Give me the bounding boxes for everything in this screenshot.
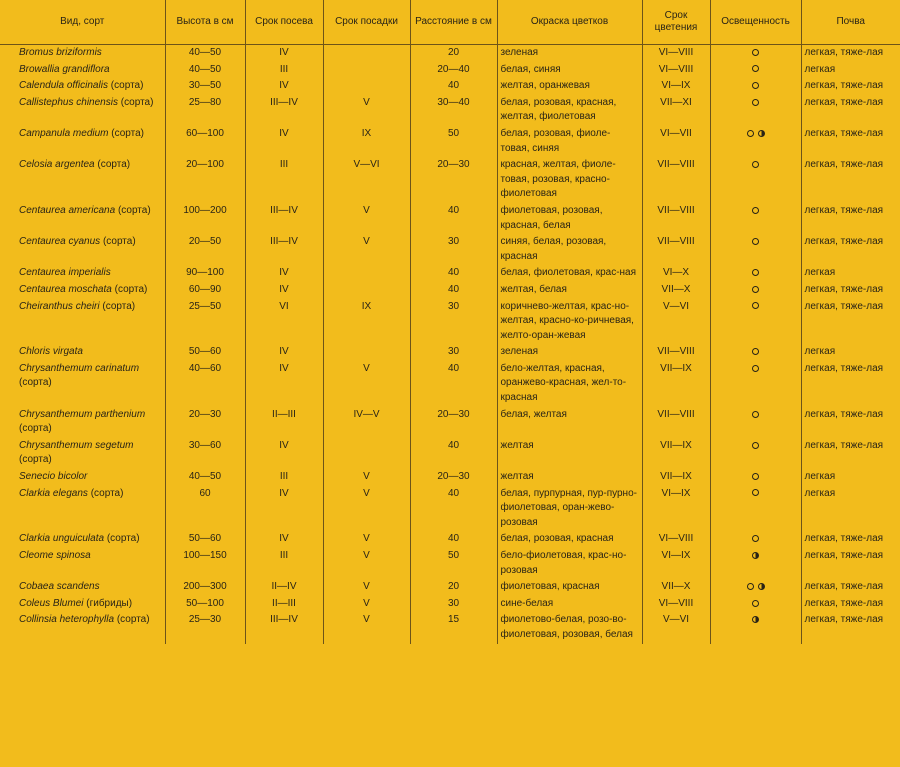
bloom-cell: VII—VIII	[642, 344, 710, 361]
light-cell	[710, 282, 801, 299]
species-cell	[0, 95, 165, 126]
sow-cell: II—IV	[245, 579, 323, 596]
height-cell: 20—30	[165, 407, 245, 438]
species-cell	[0, 407, 165, 438]
sun-icon	[752, 286, 759, 293]
soil-cell: легкая, тяже-лая	[804, 614, 884, 626]
species-latin-name: Senecio bicolor	[19, 471, 88, 483]
species-cell	[0, 45, 165, 62]
bloom-cell: VI—VII	[642, 126, 710, 157]
plant-cell	[323, 45, 410, 62]
header-height: Высота в см	[165, 0, 245, 45]
sow-cell: III	[245, 548, 323, 579]
sun-icon	[752, 442, 759, 449]
sun-icon	[752, 535, 759, 542]
color-cell: белая, желтая	[497, 407, 642, 438]
color-cell: сине-белая	[497, 596, 642, 613]
species-latin-name: Chrysanthemum carinatum	[19, 362, 140, 374]
species-cell	[0, 612, 165, 643]
species-note: (сорта)	[90, 487, 124, 499]
table-row	[0, 612, 900, 643]
species-latin-name: Coleus Blumei	[19, 597, 84, 609]
plant-cell: V	[323, 203, 410, 234]
light-cell	[710, 78, 801, 95]
soil-cell: легкая, тяже-лая	[804, 127, 884, 139]
species-latin-name: Cobaea scandens	[19, 581, 100, 593]
light-cell	[710, 486, 801, 532]
species-cell	[0, 548, 165, 579]
bloom-cell: VI—VIII	[642, 596, 710, 613]
half-shade-icon	[758, 583, 765, 590]
light-cell	[710, 596, 801, 613]
table-row	[0, 469, 900, 486]
light-cell	[710, 234, 801, 265]
table-row	[0, 95, 900, 126]
color-cell: синяя, белая, розовая, красная	[497, 234, 642, 265]
table-row	[0, 234, 900, 265]
light-cell	[710, 299, 801, 345]
plant-cell	[323, 344, 410, 361]
plant-cell	[323, 62, 410, 79]
species-latin-name: Browallia grandiflora	[19, 63, 110, 75]
light-cell	[710, 579, 801, 596]
sow-cell: III—IV	[245, 612, 323, 643]
species-cell	[0, 596, 165, 613]
plant-cell	[323, 265, 410, 282]
color-cell: белая, розовая, красная, желтая, фиолетовая	[497, 95, 642, 126]
sun-icon	[752, 207, 759, 214]
sun-icon	[752, 411, 759, 418]
species-latin-name: Collinsia heterophylla	[19, 614, 115, 626]
species-note: (гибриды)	[86, 597, 133, 609]
table-row	[0, 265, 900, 282]
plant-cell: V	[323, 234, 410, 265]
header-dist: Расстояние в см	[410, 0, 497, 45]
sow-cell: VI	[245, 299, 323, 345]
soil-cell: легкая	[804, 346, 836, 358]
height-cell: 30—60	[165, 438, 245, 469]
table-row	[0, 438, 900, 469]
soil-cell: легкая	[804, 63, 836, 75]
light-cell	[710, 361, 801, 407]
soil-cell: легкая, тяже-лая	[804, 80, 884, 92]
sow-cell: IV	[245, 438, 323, 469]
sun-icon	[752, 489, 759, 496]
soil-cell: легкая, тяже-лая	[804, 597, 884, 609]
bloom-cell: VI—IX	[642, 486, 710, 532]
soil-cell: легкая, тяже-лая	[804, 362, 884, 374]
species-note: (сорта)	[116, 614, 150, 626]
species-note: (сорта)	[111, 127, 144, 139]
height-cell: 90—100	[165, 265, 245, 282]
light-cell	[710, 469, 801, 486]
height-cell: 50—60	[165, 344, 245, 361]
species-cell	[0, 157, 165, 203]
species-latin-name: Bromus briziformis	[19, 47, 102, 58]
distance-cell: 30	[410, 344, 497, 361]
species-note: (сорта)	[102, 236, 136, 248]
color-cell: фиолетовая, красная	[497, 579, 642, 596]
height-cell: 40—50	[165, 469, 245, 486]
light-cell	[710, 95, 801, 126]
bloom-cell: VII—VIII	[642, 157, 710, 203]
table-row	[0, 78, 900, 95]
species-latin-name: Campanula medium	[19, 127, 109, 139]
color-cell: фиолетовая, розовая, красная, белая	[497, 203, 642, 234]
header-row	[0, 0, 900, 45]
sun-icon	[747, 583, 754, 590]
distance-cell: 40	[410, 438, 497, 469]
species-note: (сорта)	[106, 533, 140, 545]
light-cell	[710, 45, 801, 62]
table-row	[0, 299, 900, 345]
soil-cell: легкая, тяже-лая	[804, 204, 884, 216]
species-note: (сорта)	[102, 300, 136, 312]
light-cell	[710, 62, 801, 79]
species-cell	[0, 469, 165, 486]
soil-cell: легкая	[804, 487, 836, 499]
plant-cell: V	[323, 361, 410, 407]
plant-cell	[323, 438, 410, 469]
distance-cell: 40	[410, 78, 497, 95]
soil-cell: легкая, тяже-лая	[804, 283, 884, 295]
soil-cell: легкая	[804, 471, 836, 483]
sow-cell: II—III	[245, 596, 323, 613]
species-latin-name: Centaurea americana	[19, 204, 116, 216]
species-latin-name: Chrysanthemum segetum	[19, 439, 134, 451]
sow-cell: III	[245, 62, 323, 79]
table-row	[0, 62, 900, 79]
height-cell: 40—60	[165, 361, 245, 407]
species-latin-name: Centaurea imperialis	[19, 267, 111, 279]
sun-icon	[752, 348, 759, 355]
distance-cell: 50	[410, 548, 497, 579]
sow-cell: III—IV	[245, 95, 323, 126]
height-cell: 20—50	[165, 234, 245, 265]
table-row	[0, 548, 900, 579]
height-cell: 50—100	[165, 596, 245, 613]
color-cell: белая, розовая, фиоле-товая, синяя	[497, 126, 642, 157]
height-cell: 25—50	[165, 299, 245, 345]
soil-cell: легкая	[804, 267, 836, 279]
sow-cell: III—IV	[245, 203, 323, 234]
bloom-cell: VII—VIII	[642, 203, 710, 234]
color-cell: белая, фиолетовая, крас-ная	[497, 265, 642, 282]
sow-cell: IV	[245, 45, 323, 62]
plant-cell: IX	[323, 126, 410, 157]
bloom-cell: VII—IX	[642, 469, 710, 486]
bloom-cell: VII—IX	[642, 361, 710, 407]
sun-icon	[752, 99, 759, 106]
height-cell: 200—300	[165, 579, 245, 596]
table-row	[0, 579, 900, 596]
distance-cell: 30	[410, 234, 497, 265]
sun-icon	[752, 269, 759, 276]
light-cell	[710, 548, 801, 579]
light-cell	[710, 203, 801, 234]
sow-cell: IV	[245, 531, 323, 548]
table-row	[0, 361, 900, 407]
color-cell: белая, пурпурная, пур-пурно-фиолетовая, оран-жево-розовая	[497, 486, 642, 532]
distance-cell: 20	[410, 45, 497, 62]
color-cell: красная, желтая, фиоле-товая, розовая, красно-фиолетовая	[497, 157, 642, 203]
table-row	[0, 596, 900, 613]
species-latin-name: Chloris virgata	[19, 346, 83, 358]
distance-cell: 40	[410, 531, 497, 548]
bloom-cell: VII—VIII	[642, 407, 710, 438]
half-shade-icon	[758, 130, 765, 137]
plant-cell: V	[323, 531, 410, 548]
bloom-cell: VI—VIII	[642, 531, 710, 548]
table-row	[0, 203, 900, 234]
color-cell: зеленая	[497, 344, 642, 361]
light-cell	[710, 612, 801, 643]
species-cell	[0, 62, 165, 79]
height-cell: 25—30	[165, 612, 245, 643]
species-latin-name: Centaurea cyanus	[19, 236, 101, 248]
species-latin-name: Cleome spinosa	[19, 550, 91, 561]
bloom-cell: V—VI	[642, 299, 710, 345]
bloom-cell: VII—VIII	[642, 234, 710, 265]
species-cell	[0, 579, 165, 596]
light-cell	[710, 265, 801, 282]
plant-cell: V—VI	[323, 157, 410, 203]
sun-icon	[752, 365, 759, 372]
sow-cell: IV	[245, 361, 323, 407]
height-cell: 60	[165, 486, 245, 532]
soil-cell: легкая, тяже-лая	[804, 236, 884, 248]
sow-cell: IV	[245, 265, 323, 282]
bloom-cell: VI—VIII	[642, 45, 710, 62]
sow-cell: IV	[245, 486, 323, 532]
sow-cell: III—IV	[245, 234, 323, 265]
light-cell	[710, 407, 801, 438]
table-row	[0, 531, 900, 548]
bloom-cell: VI—X	[642, 265, 710, 282]
sow-cell: II—III	[245, 407, 323, 438]
bloom-cell: V—VI	[642, 612, 710, 643]
species-note: (сорта)	[19, 377, 52, 389]
header-color: Окраска цветков	[497, 0, 642, 45]
distance-cell: 40	[410, 282, 497, 299]
species-latin-name: Cheiranthus cheiri	[19, 300, 100, 312]
species-cell	[0, 234, 165, 265]
bloom-cell: VII—X	[642, 579, 710, 596]
soil-cell: легкая, тяже-лая	[804, 300, 884, 312]
plant-cell: IX	[323, 299, 410, 345]
light-cell	[710, 157, 801, 203]
plant-cell	[323, 78, 410, 95]
species-cell	[0, 282, 165, 299]
sun-icon	[752, 49, 759, 56]
plant-cell: IV—V	[323, 407, 410, 438]
plant-cell: V	[323, 596, 410, 613]
distance-cell: 40	[410, 203, 497, 234]
plant-cell: V	[323, 612, 410, 643]
soil-cell: легкая, тяже-лая	[804, 533, 884, 545]
distance-cell: 20	[410, 579, 497, 596]
color-cell: белая, розовая, красная	[497, 531, 642, 548]
bloom-cell: VII—X	[642, 282, 710, 299]
species-cell	[0, 486, 165, 532]
sow-cell: IV	[245, 126, 323, 157]
species-latin-name: Chrysanthemum parthenium	[19, 408, 146, 420]
color-cell: фиолетово-белая, розо-во-фиолетовая, розовая, белая	[497, 612, 642, 643]
height-cell: 30—50	[165, 78, 245, 95]
header-sow: Срок посева	[245, 0, 323, 45]
distance-cell: 20—30	[410, 407, 497, 438]
table-row	[0, 282, 900, 299]
height-cell: 50—60	[165, 531, 245, 548]
soil-cell: легкая, тяже-лая	[804, 47, 884, 58]
half-shade-icon	[752, 552, 759, 559]
sow-cell: IV	[245, 282, 323, 299]
color-cell: коричнево-желтая, крас-но-желтая, красно-ко-ричневая, желто-оран-жевая	[497, 299, 642, 345]
sun-icon	[752, 161, 759, 168]
species-cell	[0, 203, 165, 234]
sun-icon	[752, 473, 759, 480]
light-cell	[710, 344, 801, 361]
bloom-cell: VI—VIII	[642, 62, 710, 79]
species-latin-name: Calendula officinalis	[19, 80, 108, 92]
distance-cell: 20—30	[410, 157, 497, 203]
plant-cell	[323, 282, 410, 299]
sow-cell: III	[245, 157, 323, 203]
species-note: (сорта)	[114, 283, 148, 295]
table-row	[0, 407, 900, 438]
header-plant: Срок посадки	[323, 0, 410, 45]
sow-cell: IV	[245, 344, 323, 361]
header-soil: Почва	[801, 0, 900, 45]
height-cell: 100—200	[165, 203, 245, 234]
distance-cell: 15	[410, 612, 497, 643]
sow-cell: IV	[245, 78, 323, 95]
color-cell: желтая	[497, 438, 642, 469]
soil-cell: легкая, тяже-лая	[804, 550, 884, 561]
bloom-cell: VI—IX	[642, 548, 710, 579]
plant-cell: V	[323, 486, 410, 532]
distance-cell: 30—40	[410, 95, 497, 126]
sun-icon	[752, 65, 759, 72]
species-note: (сорта)	[110, 80, 144, 92]
distance-cell: 20—40	[410, 62, 497, 79]
height-cell: 25—80	[165, 95, 245, 126]
height-cell: 60—100	[165, 126, 245, 157]
distance-cell: 30	[410, 596, 497, 613]
species-latin-name: Centaurea moschata	[19, 283, 112, 295]
height-cell: 60—90	[165, 282, 245, 299]
distance-cell: 50	[410, 126, 497, 157]
plant-cell: V	[323, 95, 410, 126]
species-cell	[0, 361, 165, 407]
species-note: (сорта)	[120, 96, 154, 108]
distance-cell: 40	[410, 361, 497, 407]
color-cell: желтая, белая	[497, 282, 642, 299]
half-shade-icon	[752, 616, 759, 623]
sun-icon	[752, 302, 759, 309]
sun-icon	[747, 130, 754, 137]
species-note: (сорта)	[19, 454, 52, 466]
color-cell: желтая	[497, 469, 642, 486]
height-cell: 40—50	[165, 45, 245, 62]
sun-icon	[752, 238, 759, 245]
species-note: (сорта)	[97, 159, 131, 171]
plant-cell: V	[323, 579, 410, 596]
species-cell	[0, 299, 165, 345]
species-latin-name: Callistephus chinensis	[19, 96, 118, 108]
table-row	[0, 157, 900, 203]
species-cell	[0, 438, 165, 469]
light-cell	[710, 531, 801, 548]
distance-cell: 40	[410, 265, 497, 282]
header-name: Вид, сорт	[0, 0, 165, 45]
distance-cell: 20—30	[410, 469, 497, 486]
table-row	[0, 344, 900, 361]
soil-cell: легкая, тяже-лая	[804, 408, 884, 420]
color-cell: желтая, оранжевая	[497, 78, 642, 95]
light-cell	[710, 126, 801, 157]
soil-cell: легкая, тяже-лая	[804, 439, 884, 451]
sun-icon	[752, 600, 759, 607]
bloom-cell: VII—XI	[642, 95, 710, 126]
header-bloom: Срок цветения	[642, 0, 710, 45]
species-cell	[0, 78, 165, 95]
height-cell: 100—150	[165, 548, 245, 579]
height-cell: 40—50	[165, 62, 245, 79]
bloom-cell: VII—IX	[642, 438, 710, 469]
species-latin-name: Clarkia elegans	[19, 487, 88, 499]
plant-cell: V	[323, 469, 410, 486]
height-cell: 20—100	[165, 157, 245, 203]
soil-cell: легкая, тяже-лая	[804, 581, 884, 593]
species-note: (сорта)	[19, 423, 52, 435]
species-cell	[0, 265, 165, 282]
species-note: (сорта)	[117, 204, 151, 216]
color-cell: бело-фиолетовая, крас-но-розовая	[497, 548, 642, 579]
plant-cell: V	[323, 548, 410, 579]
table-row	[0, 486, 900, 532]
species-cell	[0, 126, 165, 157]
distance-cell: 30	[410, 299, 497, 345]
soil-cell: легкая, тяже-лая	[804, 96, 884, 108]
header-light: Освещенность	[710, 0, 801, 45]
distance-cell: 40	[410, 486, 497, 532]
color-cell: зеленая	[497, 45, 642, 62]
color-cell: белая, синяя	[497, 62, 642, 79]
table-row	[0, 126, 900, 157]
species-latin-name: Clarkia unguiculata	[19, 533, 105, 545]
sow-cell: III	[245, 469, 323, 486]
soil-cell: легкая, тяже-лая	[804, 159, 884, 171]
light-cell	[710, 438, 801, 469]
color-cell: бело-желтая, красная, оранжево-красная, жел-то-красная	[497, 361, 642, 407]
sun-icon	[752, 82, 759, 89]
bloom-cell: VI—IX	[642, 78, 710, 95]
species-cell	[0, 344, 165, 361]
table-row	[0, 45, 900, 62]
species-latin-name: Celosia argentea	[19, 159, 95, 171]
species-cell	[0, 531, 165, 548]
